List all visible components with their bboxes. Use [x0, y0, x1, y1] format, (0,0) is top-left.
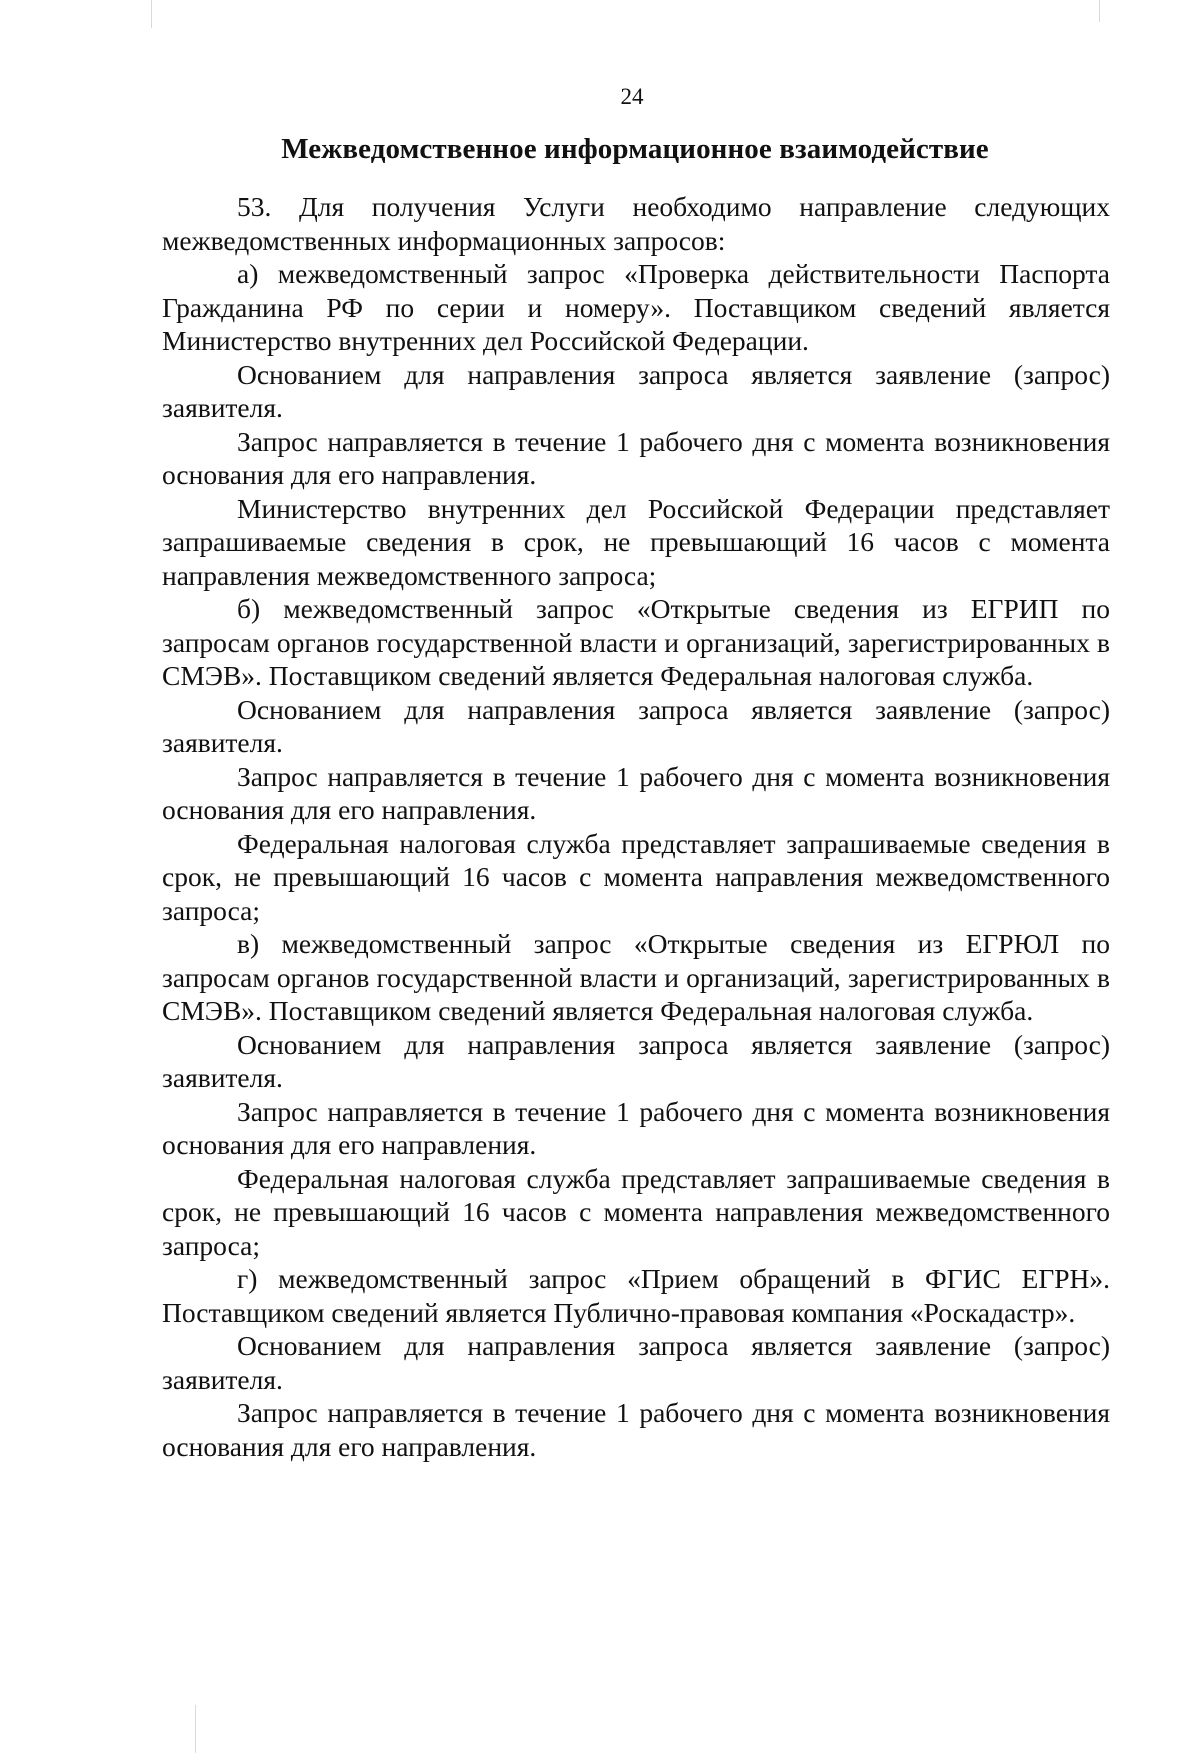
scan-edge-mark [151, 0, 152, 28]
paragraph-response-term: Федеральная налоговая служба представляет запрашиваемые сведения в срок, не превышающий 16 часов с момента направления межведомственного запроса; [162, 1162, 1110, 1261]
paragraph-response-term: Министерство внутренних дел Российской Федерации представляет запрашиваемые сведения в срок, не превышающий 16 часов с момента направления межведомственного запроса; [162, 492, 1110, 591]
paragraph-basis: Основанием для направления запроса является заявление (запрос) заявителя. [162, 358, 1110, 423]
paragraph-v-request: в) межведомственный запрос «Открытые сведения из ЕГРЮЛ по запросам органов государственной власти и организаций, зарегистрированных в СМЭВ». Поставщиком сведений является Федеральная налоговая служба. [162, 928, 1110, 1026]
paragraph-g-request: г) межведомственный запрос «Прием обращений в ФГИС ЕГРН». Поставщиком сведений является Публично-правовая компания «Роскадастр». [162, 1263, 1110, 1328]
paragraph-basis: Основанием для направления запроса является заявление (запрос) заявителя. [162, 1028, 1110, 1093]
section-heading: Межведомственное информационное взаимодействие [281, 133, 989, 165]
paragraph-basis: Основанием для направления запроса является заявление (запрос) заявителя. [162, 1330, 1110, 1395]
paragraph-timing: Запрос направляется в течение 1 рабочего дня с момента возникновения основания для его направления. [162, 1397, 1110, 1462]
document-body [162, 190, 1110, 1463]
page-number: 24 [620, 84, 644, 109]
paragraph-timing: Запрос направляется в течение 1 рабочего дня с момента возникновения основания для его направления. [162, 760, 1110, 825]
paragraph-timing: Запрос направляется в течение 1 рабочего дня с момента возникновения основания для его направления. [162, 1095, 1110, 1160]
paragraph-53-intro: 53. Для получения Услуги необходимо направление следующих межведомственных информационных запросов: [162, 191, 1110, 256]
scan-edge-mark [1099, 0, 1100, 22]
paragraph-timing: Запрос направляется в течение 1 рабочего дня с момента возникновения основания для его направления. [162, 425, 1110, 490]
paragraph-a-request: а) межведомственный запрос «Проверка действительности Паспорта Гражданина РФ по серии и номеру». Поставщиком сведений является Министерство внутренних дел Российской Федерации. [162, 258, 1110, 356]
paragraph-b-request: б) межведомственный запрос «Открытые сведения из ЕГРИП по запросам органов государственной власти и организаций, зарегистрированных в СМЭВ». Поставщиком сведений является Федеральная налоговая служба. [162, 593, 1110, 691]
paragraph-basis: Основанием для направления запроса является заявление (запрос) заявителя. [162, 693, 1110, 758]
scan-edge-mark [195, 1705, 196, 1753]
paragraph-response-term: Федеральная налоговая служба представляет запрашиваемые сведения в срок, не превышающий 16 часов с момента направления межведомственного запроса; [162, 827, 1110, 926]
